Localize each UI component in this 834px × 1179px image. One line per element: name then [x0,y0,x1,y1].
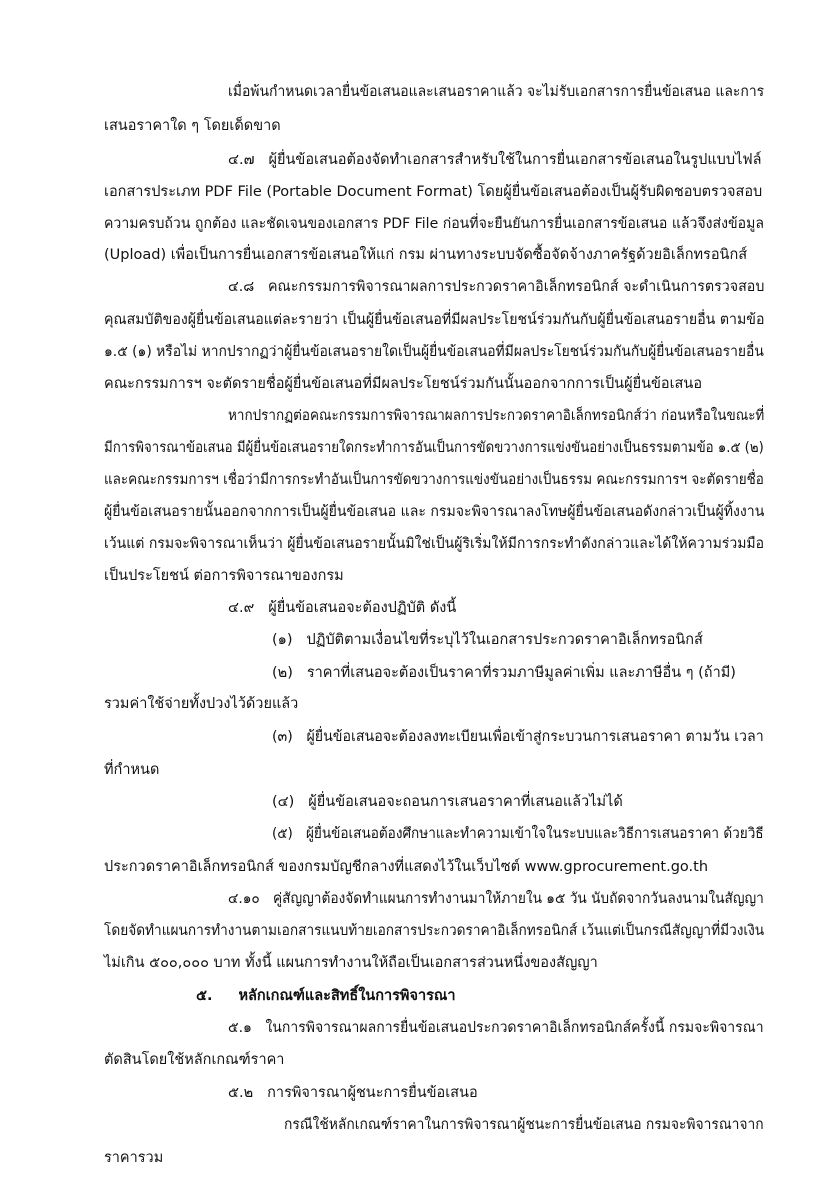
paragraph-line: และคณะกรรมการฯ เชื่อว่ามีการกระทำอันเป็นการขัดขวางการแข่งขันอย่างเป็นธรรม คณะกรรมการฯ จะตัดรายชื่อ [104,472,764,488]
subclause-2 [272,663,736,683]
subclause-number: (๕) [272,826,293,842]
paragraph-line: มีการพิจารณาข้อเสนอ มีผู้ยื่นข้อเสนอรายใดกระทำการอันเป็นการขัดขวางการแข่งขันอย่างเป็นธรรมตามข้อ ๑.๕ (๒) [104,440,764,456]
clause-4-8 [228,277,764,297]
subclause-text: ผู้ยื่นข้อเสนอจะต้องลงทะเบียนเพื่อเข้าสู่กระบวนการเสนอราคา ตามวัน เวลา [306,729,764,745]
subclause-text: ปฏิบัติตามเงื่อนไขที่ระบุไว้ในเอกสารประกวดราคาอิเล็กทรอนิกส์ [306,632,703,648]
paragraph-line: ตัดสินโดยใช้หลักเกณฑ์ราคา [104,1052,285,1068]
paragraph-line: รวมค่าใช้จ่ายทั้งปวงไว้ด้วยแล้ว [104,696,299,712]
paragraph-line: ราคารวม [104,1150,164,1166]
clause-text: ผู้ยื่นข้อเสนอต้องจัดทำเอกสารสำหรับใช้ในการยื่นเอกสารข้อเสนอในรูปแบบไฟล์ [268,152,762,168]
clause-number: ๔.๘ [228,279,255,295]
paragraph-line: โดยจัดทำแผนการทำงานตามเอกสารแนบท้ายเอกสารประกวดราคาอิเล็กทรอนิกส์ เว้นแต่เป็นกรณีสัญญาที่มีวงเงิน [104,923,765,939]
clause-number: ๕.๒ [228,1085,254,1101]
subclause-3 [272,727,764,747]
paragraph-line: ไม่เกิน ๕๐๐,๐๐๐ บาท ทั้งนี้ แผนการทำงานให้ถือเป็นเอกสารส่วนหนึ่งของสัญญา [104,955,598,971]
clause-number: ๔.๙ [228,600,255,616]
subclause-number: (๒) [272,665,293,681]
paragraph-line: เว้นแต่ กรมจะพิจารณาเห็นว่า ผู้ยื่นข้อเสนอรายนั้นมิใช่เป็นผู้ริเริ่มให้มีการกระทำดังกล่าวและได้ให้ความร่วมมือ [104,536,765,552]
subclause-1 [272,630,703,650]
clause-4-10 [228,889,764,909]
clause-number: ๕.๑ [228,1020,252,1036]
clause-5-1 [228,1018,764,1038]
section-number: ๕. [196,988,213,1004]
section-title: หลักเกณฑ์และสิทธิ์ในการพิจารณา [238,988,456,1004]
paragraph-line: เสนอราคาใด ๆ โดยเด็ดขาด [104,118,281,134]
paragraph-line: ๑.๕ (๑) หรือไม่ หากปรากฏว่าผู้ยื่นข้อเสนอรายใดเป็นผู้ยื่นข้อเสนอที่มีผลประโยชน์ร่วมกันกับผู้ยื่นข้อเสนอรายอื่น [104,344,764,360]
subclause-4 [272,792,623,812]
subclause-text: ผู้ยื่นข้อเสนอต้องศึกษาและทำความเข้าใจในระบบและวิธีการเสนอราคา ด้วยวิธี [305,826,764,842]
clause-4-9 [228,598,456,618]
paragraph-line: เอกสารประเภท PDF File (Portable Document Format) โดยผู้ยื่นข้อเสนอต้องเป็นผู้รับผิดชอบตรวจสอบ [104,184,763,200]
subclause-text: ผู้ยื่นข้อเสนอจะถอนการเสนอราคาที่เสนอแล้วไม่ได้ [308,794,623,810]
clause-4-7 [228,150,762,170]
paragraph-line: หากปรากฏต่อคณะกรรมการพิจารณาผลการประกวดราคาอิเล็กทรอนิกส์ว่า ก่อนหรือในขณะที่ [228,408,765,424]
subclause-number: (๑) [272,632,293,648]
paragraph-line: เป็นประโยชน์ ต่อการพิจารณาของกรม [104,568,344,584]
paragraph-line: ที่กำหนด [104,762,160,778]
paragraph-line: คุณสมบัติของผู้ยื่นข้อเสนอแต่ละรายว่า เป็นผู้ยื่นข้อเสนอที่มีผลประโยชน์ร่วมกันกับผู้ยื่นข้อเสนอรายอื่น ตามข้อ [104,312,765,328]
subclause-5 [272,824,764,844]
section-5-heading [196,986,456,1006]
paragraph-line: (Upload) เพื่อเป็นการยื่นเอกสารข้อเสนอให้แก่ กรม ผ่านทางระบบจัดซื้อจัดจ้างภาครัฐด้วยอิเล็กทรอนิกส์ [104,247,748,263]
clause-number: ๔.๑๐ [228,891,260,907]
clause-5-2 [228,1083,478,1103]
clause-number: ๔.๗ [228,152,255,168]
subclause-number: (๔) [272,794,295,810]
clause-text: ผู้ยื่นข้อเสนอจะต้องปฏิบัติ ดังนี้ [268,600,457,616]
clause-text: คู่สัญญาต้องจัดทำแผนการทำงานมาให้ภายใน ๑๕ วัน นับถัดจากวันลงนามในสัญญา [272,891,764,907]
clause-text: คณะกรรมการพิจารณาผลการประกวดราคาอิเล็กทรอนิกส์ จะดำเนินการตรวจสอบ [268,279,765,295]
clause-text: ในการพิจารณาผลการยื่นข้อเสนอประกวดราคาอิเล็กทรอนิกส์ครั้งนี้ กรมจะพิจารณา [265,1020,764,1036]
paragraph-line: คณะกรรมการฯ จะตัดรายชื่อผู้ยื่นข้อเสนอที่มีผลประโยชน์ร่วมกันนั้นออกจากการเป็นผู้ยื่นข้อเสนอ [104,376,703,392]
subclause-number: (๓) [272,729,293,745]
paragraph-line: ประกวดราคาอิเล็กทรอนิกส์ ของกรมบัญชีกลางที่แสดงไว้ในเว็บไซต์ www.gprocurement.go.th [104,859,709,875]
subclause-text: ราคาที่เสนอจะต้องเป็นราคาที่รวมภาษีมูลค่าเพิ่ม และภาษีอื่น ๆ (ถ้ามี) [306,665,736,681]
paragraph-line: เมื่อพ้นกำหนดเวลายื่นข้อเสนอและเสนอราคาแล้ว จะไม่รับเอกสารการยื่นข้อเสนอ และการ [228,84,765,100]
paragraph-line: ความครบถ้วน ถูกต้อง และชัดเจนของเอกสาร PDF File ก่อนที่จะยืนยันการยื่นเอกสารข้อเสนอ แล้วจึงส่งข้อมูล [104,216,764,232]
paragraph-line: กรณีใช้หลักเกณฑ์ราคาในการพิจารณาผู้ชนะการยื่นข้อเสนอ กรมจะพิจารณาจาก [284,1117,764,1133]
paragraph-line: ผู้ยื่นข้อเสนอรายนั้นออกจากการเป็นผู้ยื่นข้อเสนอ และ กรมจะพิจารณาลงโทษผู้ยื่นข้อเสนอดังกล่าวเป็นผู้ทิ้งงาน [104,504,765,520]
clause-text: การพิจารณาผู้ชนะการยื่นข้อเสนอ [267,1085,478,1101]
